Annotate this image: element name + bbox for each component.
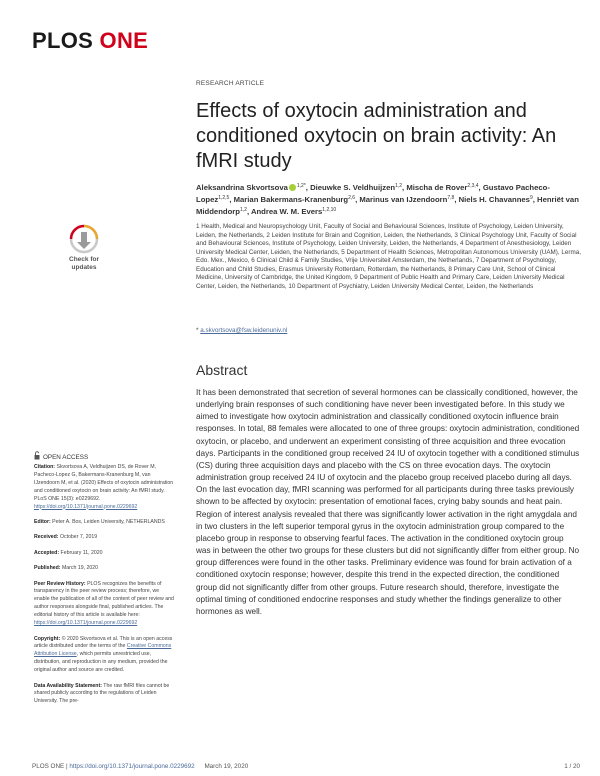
author-separator: , <box>246 207 251 217</box>
license-link[interactable]: Creative Commons Attribution License <box>34 643 172 658</box>
open-access-text: OPEN ACCESS <box>43 454 89 461</box>
badge-line2: updates <box>71 263 97 271</box>
author-separator: , <box>402 183 407 192</box>
data-availability-label: Data Availability Statement: <box>34 682 102 689</box>
affiliations: 1 Health, Medical and Neuropsychology Unit, Faculty of Social and Behavioural Sciences, Institute of Psychology, Leiden University, Leiden, the Netherlands, 2 Leiden Institute for Brain and Cognition, Leiden, the Netherlands, 3 Clinical Psychology Unit, Faculty of Social and Behavioural Sciences, Institute of Psychology, Leiden University, Leiden, the Netherlands, 4 Department of Anesthesiology, Leiden University Medical Center, Leiden, the Netherlands, 5 Department of Health Sciences, Metropolitan Autonomous University (UAM), Lerma, Edo. Mex., Mexico, 6 Clinical Child & Family Studies, Vrije Universiteit Amsterdam, the Netherlands, 7 Department of Psychology, Education and Child Studies, Erasmus University Rotterdam, Rotterdam, the Netherlands, 8 Primary Care Unit, School of Clinical Medicine, University of Cambridge, the United Kingdom, 9 Department of Public Health and Primary Care, Leiden University Medical Center, Leiden, the Netherlands, 10 Department of Psychiatry, Leiden University Medical Center, Leiden, the Netherlands <box>196 223 581 290</box>
author-affiliation-sup: 7,8 <box>447 195 455 202</box>
peer-review-link[interactable]: https://doi.org/10.1371/journal.pone.0229692 <box>34 620 138 627</box>
author-name: Niels H. Chavannes <box>458 195 530 205</box>
footer-left <box>32 763 248 770</box>
author-affiliation-sup: 1,2 <box>239 207 247 214</box>
citation-label: Citation: <box>34 464 56 470</box>
peer-review-label: Peer Review History: <box>34 580 86 587</box>
author-name: Marinus van IJzendoorn <box>359 195 448 205</box>
author-name: Aleksandrina Skvortsova <box>196 183 288 192</box>
author-affiliation-sup: 2,3,4 <box>467 183 479 189</box>
received-label: Received: <box>34 534 59 541</box>
footer-date: March 19, 2020 <box>204 763 249 770</box>
copyright-label: Copyright: <box>34 635 61 642</box>
copyright-text-2: , which permits unrestricted use, distribution, and reproduction in any medium, provided the original author and source are credited. <box>34 651 168 674</box>
abstract-text: It has been demonstrated that secretion of several hormones can be classically conditioned, however, the underlying brain responses of such conditioning have never been investigated before. In this study we aimed to investigate how oxytocin administration and classically conditioned oxytocin influence brain responses. In total, 88 females were allocated to one of three groups: oxytocin administration, conditioned oxytocin, or placebo, and underwent an experiment consisting of three acquisition and three evocation days. Participants in the conditioned group received 24 IU of oxytocin together with a conditioned stimulus (CS) during three acquisition days and placebo with the CS on three evocation days. The oxytocin administration group received 24 IU of oxytocin and the placebo group received placebo during all days. On the last evocation day, fMRI scanning was performed for all participants during three tasks previously shown to be affected by oxytocin: presentation of emotional faces, crying baby sounds and heat pain. Region of interest analysis revealed that there was significantly lower activation in the right amygdala and in two clusters in the left superior temporal gyrus in the oxytocin administration group compared to the placebo group in response to observing fearful faces. The activation in the conditioned oxytocin group was in between the other two groups for these clusters but did not significantly differ from either group. No group differences were found in the other tasks. Preliminary evidence was found for brain activation of a conditioned oxytocin response; however, despite this trend in the expected direction, the conditioned group did not significantly differ from other groups. Future research should, therefore, investigate the optimal timing of conditioned endocrine responses and study whether the findings generalize to other hormones as well. <box>196 388 580 616</box>
data-availability-block <box>34 683 176 707</box>
author-separator: , <box>355 195 360 205</box>
received-date: October 7, 2019 <box>59 534 98 541</box>
author-name: Gustavo Pacheco-Lopez <box>196 183 550 205</box>
published-block <box>34 565 176 573</box>
author-list <box>196 181 581 218</box>
editor-label: Editor: <box>34 518 51 525</box>
author-affiliation-sup: 1,2,10 <box>322 207 337 214</box>
author-name: Andrea W. M. Evers <box>250 207 323 217</box>
peer-review-block <box>34 581 176 628</box>
published-label: Published: <box>34 565 61 572</box>
author-affiliation-sup: 1,2* <box>296 183 306 189</box>
editor-text: Peter A. Bos, Leiden University, NETHERLANDS <box>52 518 165 525</box>
email-link[interactable]: a.skvortsova@fsw.leidenuniv.nl <box>200 327 288 334</box>
footer-sep: | <box>64 763 70 770</box>
published-date: March 19, 2020 <box>61 565 99 572</box>
author-separator: , <box>454 195 459 205</box>
article-title: Effects of oxytocin administration and conditioned oxytocin on brain activity: An fMRI study <box>196 100 557 172</box>
author-name: Marian Bakermans-Kranenburg <box>233 195 349 205</box>
author-separator: , <box>229 195 234 205</box>
peer-review-text: PLOS recognizes the benefits of transparency in the peer review process; therefore, we enable the publication of all of the content of peer review and author responses alongside final, published articles. The editorial history of this article is available here: <box>34 580 174 619</box>
badge-line1: Check for <box>69 256 99 263</box>
author-name: Mischa de Rover <box>406 183 468 192</box>
copyright-block <box>34 636 176 676</box>
orcid-icon[interactable] <box>289 184 296 191</box>
abstract-heading: Abstract <box>196 362 248 378</box>
open-access-label <box>34 451 88 461</box>
accepted-block <box>34 550 176 558</box>
footer-doi-link[interactable]: https://doi.org/10.1371/journal.pone.0229692 <box>69 763 195 770</box>
check-updates-icon <box>69 224 99 254</box>
page-number: 1 / 20 <box>564 763 580 770</box>
logo-one: ONE <box>99 28 149 53</box>
journal-logo[interactable] <box>32 28 148 54</box>
author-separator: , <box>532 195 538 205</box>
accepted-date: February 11, 2020 <box>60 549 103 556</box>
author-affiliation-sup: 2,6 <box>348 195 356 202</box>
received-block <box>34 534 176 542</box>
author-affiliation-sup: 9 <box>529 195 533 202</box>
check-for-updates-badge[interactable] <box>60 224 108 284</box>
accepted-label: Accepted: <box>34 549 60 556</box>
corresponding-email <box>196 327 287 334</box>
article-type: RESEARCH ARTICLE <box>196 80 265 87</box>
author-name: Henriët van Middendorp <box>196 195 579 217</box>
email-mark: * <box>196 327 199 334</box>
citation-block <box>34 464 176 511</box>
author-separator: , <box>478 183 483 192</box>
footer-journal: PLOS ONE <box>32 763 65 770</box>
author-affiliation-sup: 1,2 <box>395 183 403 189</box>
page-footer <box>32 763 580 773</box>
author-name: Dieuwke S. Veldhuijzen <box>310 183 396 192</box>
logo-plos: PLOS <box>32 28 94 53</box>
copyright-text: © 2020 Skvortsova et al. This is an open access article distributed under the terms of the <box>34 635 173 650</box>
article-sidebar <box>34 464 176 714</box>
citation-text: Skvortsova A, Veldhuijzen DS, de Rover M, Pacheco-Lopez G, Bakermans-Kranenburg M, van IJzendoorn M, et al. (2020) Effects of oxytocin administration and conditioned oxytocin on brain activity: An fMRI study. PLoS ONE 15(3): e0229692. <box>34 464 174 502</box>
data-availability-text: The raw fMRI files cannot be shared publicly according to the regulations of Leiden University. The pre- <box>34 682 170 705</box>
editor-block <box>34 519 176 527</box>
citation-doi-link[interactable]: https://doi.org/10.1371/journal.pone.0229692 <box>34 503 138 510</box>
author-separator: , <box>305 183 311 192</box>
open-lock-icon <box>34 451 40 460</box>
author-affiliation-sup: 1,2,5 <box>218 195 230 202</box>
